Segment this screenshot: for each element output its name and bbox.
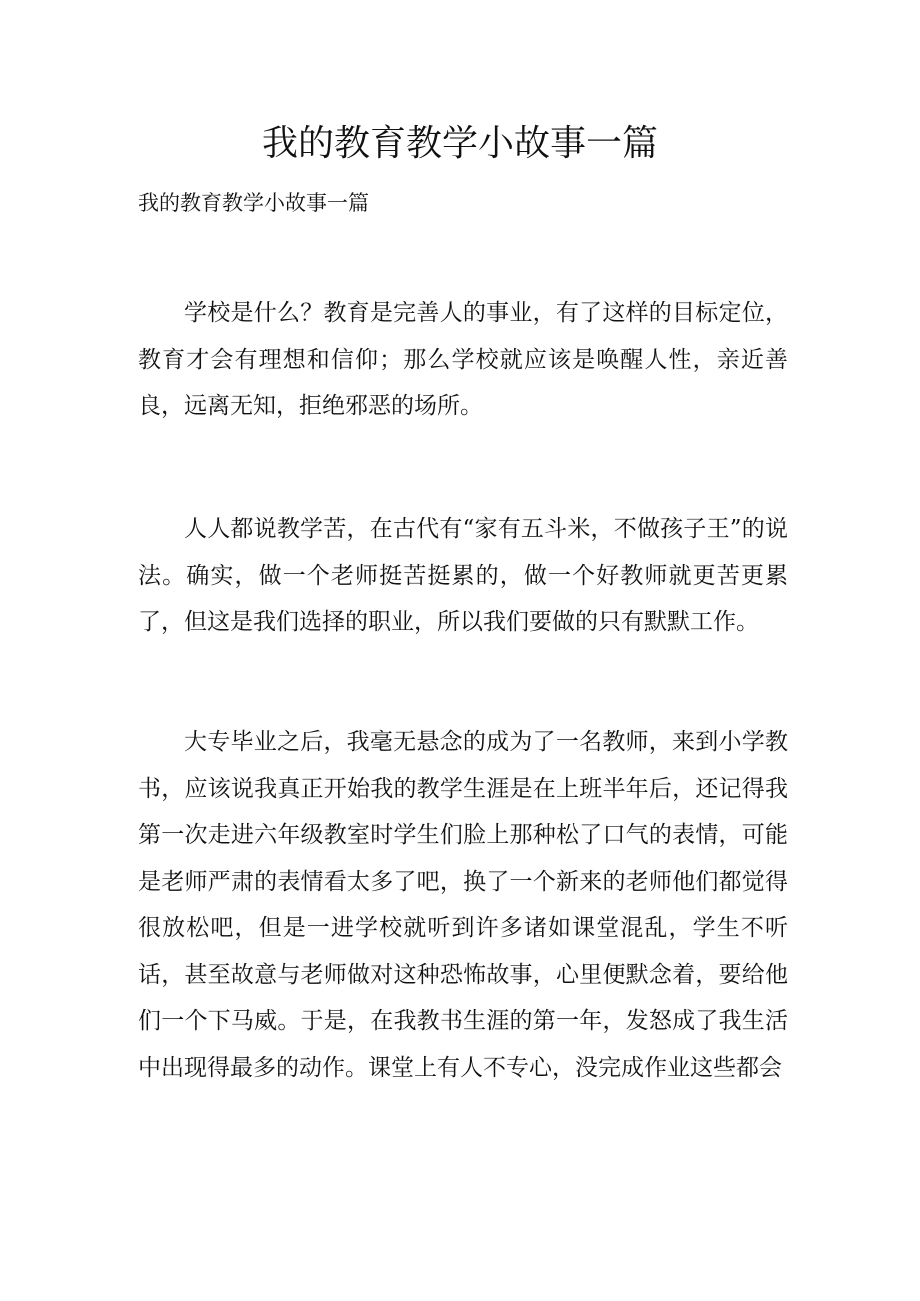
paragraph: 学校是什么？教育是完善人的事业，有了这样的目标定位，教育才会有理想和信仰；那么学校就应该是唤醒人性，亲近善良，远离无知，拒绝邪恶的场所。 [138,300,788,419]
paragraph: 大专毕业之后，我毫无悬念的成为了一名教师，来到小学教书，应该说我真正开始我的教学生涯是在上班半年后，还记得我第一次走进六年级教室时学生们脸上那种松了口气的表情，可能是老师严肃的表情看太多了吧，换了一个新来的老师他们都觉得很放松吧，但是一进学校就听到许多诸如课堂混乱，学生不听话，甚至故意与老师做对这种恐怖故事，心里便默念着，要给他们一个下马威。于是，在我教书生涯的第一年，发怒成了我生活中出现得最多的动作。课堂上有人不专心，没完成作业这些都会 [138,729,788,1081]
document-title: 我的教育教学小故事一篇 [261,123,658,164]
paragraph: 人人都说教学苦，在古代有“家有五斗米，不做孩子王”的说法。确实，做一个老师挺苦挺累的，做一个好教师就更苦更累了，但这是我们选择的职业，所以我们要做的只有默默工作。 [138,516,788,635]
document-subtitle: 我的教育教学小故事一篇 [138,191,369,215]
